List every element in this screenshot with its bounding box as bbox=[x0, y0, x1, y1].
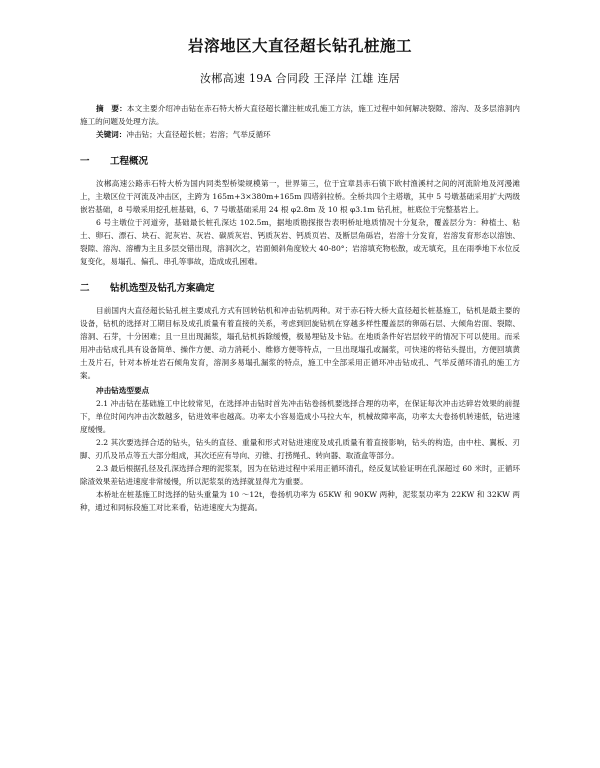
section-title: 钻机选型及钻孔方案确定 bbox=[110, 283, 215, 294]
keywords-text: 冲击钻；大直径超长桩；岩溶；气举反循环 bbox=[126, 130, 271, 139]
body-paragraph: 汝郴高速公路赤石特大桥为国内同类型桥梁规模第一，世界第三，位于宜章县赤石镇下欧村渔溪村之间的河流阶地及河漫滩上，主墩区位于河流及冲击区，主跨为 165m+3×380m+165m 四塔斜拉桥。全桥共四个主塔墩，其中 5 号墩基础采用扩大两级嵌岩基础，8 号墩采用挖孔桩基础，6、7 号墩基础采用 24 根 φ2.8m 及 10 根 φ3.1m 钻孔桩，桩底位于完整基岩上。 bbox=[80, 179, 520, 214]
section-number: 一 bbox=[80, 156, 90, 167]
body-paragraph: 6 号主墩位于河道旁，基础最长桩孔深达 102.5m，据地质勘探报告表明桥址地质情况十分复杂，覆盖层分为：种植土、粘土、卵石、漂石、块石、泥灰岩、灰岩、碳质灰岩、钙质灰岩、钙质页岩、及断层角砾岩，岩溶十分发育，岩溶发育形态以溶蚀、裂隙、溶沟、溶槽为主且多层交错出现，溶洞次之，岩面倾斜角度较大 40-80°；岩溶填充物松散，或无填充，且在雨季地下水位反复变化，易塌孔、偏孔、串孔等事故，造成成孔困难。 bbox=[80, 218, 520, 266]
body-paragraph: 目前国内大直径超长钻孔桩主要成孔方式有回转钻机和冲击钻机两种。对于赤石特大桥大直径超长桩基施工，钻机是最主要的设备，钻机的选择对工期目标及成孔质量有着直接的关系，考虑到回旋钻机在穿越多样性覆盖层的卵砾石层、大倾角岩面、裂隙、溶洞、石芽，十分困难；且一旦出现漏浆，塌孔钻机拆除缓慢，极易埋钻及卡钻。在地质条件好岩层较平的情况下可以使用。而采用冲击钻成孔具有设备简单、操作方便、动力消耗小、维修方便等特点，一旦出现塌孔或漏浆，可快速的将钻头提出，方便回填黄土及片石，针对本桥址岩石倾角发育，溶洞多易塌孔漏浆的特点，施工中全部采用正循环冲击钻成孔、气举反循环清孔的施工方案。 bbox=[80, 306, 520, 380]
list-item: 2.2 其次要选择合适的钻头，钻头的直径、重量和形式对钻进速度及成孔质量有着直接影响，钻头的构造，由中柱、翼板、刃脚、刃爪及吊点等五大部分组成，其次还应有导向、刃锥、打捞绳孔、转向器、取渣盒等部分。 bbox=[80, 438, 520, 460]
section-number: 二 bbox=[80, 283, 90, 294]
keywords-label: 关键词： bbox=[96, 130, 127, 139]
list-item: 本桥址在桩基施工时选择的钻头重量为 10 ～12t，卷扬机功率为 65KW 和 90KW 两种，泥浆泵功率为 22KW 和 32KW 两种，通过和同标段施工对比来看，钻进速度大为提高。 bbox=[80, 490, 520, 512]
subsection-heading: 冲击钻选型要点 bbox=[96, 386, 150, 395]
author-line: 汝郴高速 19A 合同段 王泽岸 江雄 连居 bbox=[199, 72, 401, 85]
abstract bbox=[80, 102, 520, 128]
abstract-text: 本文主要介绍冲击钻在赤石特大桥大直径超长灌注桩成孔施工方法，施工过程中如何解决裂隙、溶沟、及多层溶洞内施工的问题及处理方法。 bbox=[80, 104, 521, 126]
paper-page bbox=[80, 34, 520, 514]
paper-title: 岩溶地区大直径超长钻孔桩施工 bbox=[187, 37, 412, 55]
section-heading-2 bbox=[80, 280, 520, 294]
abstract-label: 摘 要： bbox=[96, 104, 127, 113]
keywords bbox=[80, 128, 520, 141]
section-heading-1 bbox=[80, 153, 520, 167]
list-item: 2.1 冲击钻在基础施工中比较常见，在选择冲击钻时首先冲击钻卷扬机要选择合理的功率，在保证每次冲击达碎岩效果的前提下，单位时间内冲击次数越多，钻进效率也越高。功率太小容易造成小马拉大车，机械故障率高，功率太大卷扬机转速低，钻进速度缓慢。 bbox=[80, 399, 520, 434]
list-item: 2.3 最后根据孔径及孔深选择合理的泥浆泵，因为在钻进过程中采用正循环清孔，经反复试验证明在孔深超过 60 米时，正循环除渣效果差钻进速度非常缓慢，所以泥浆泵的选择就显得尤为重要。 bbox=[80, 464, 520, 486]
section-title: 工程概况 bbox=[110, 156, 149, 167]
